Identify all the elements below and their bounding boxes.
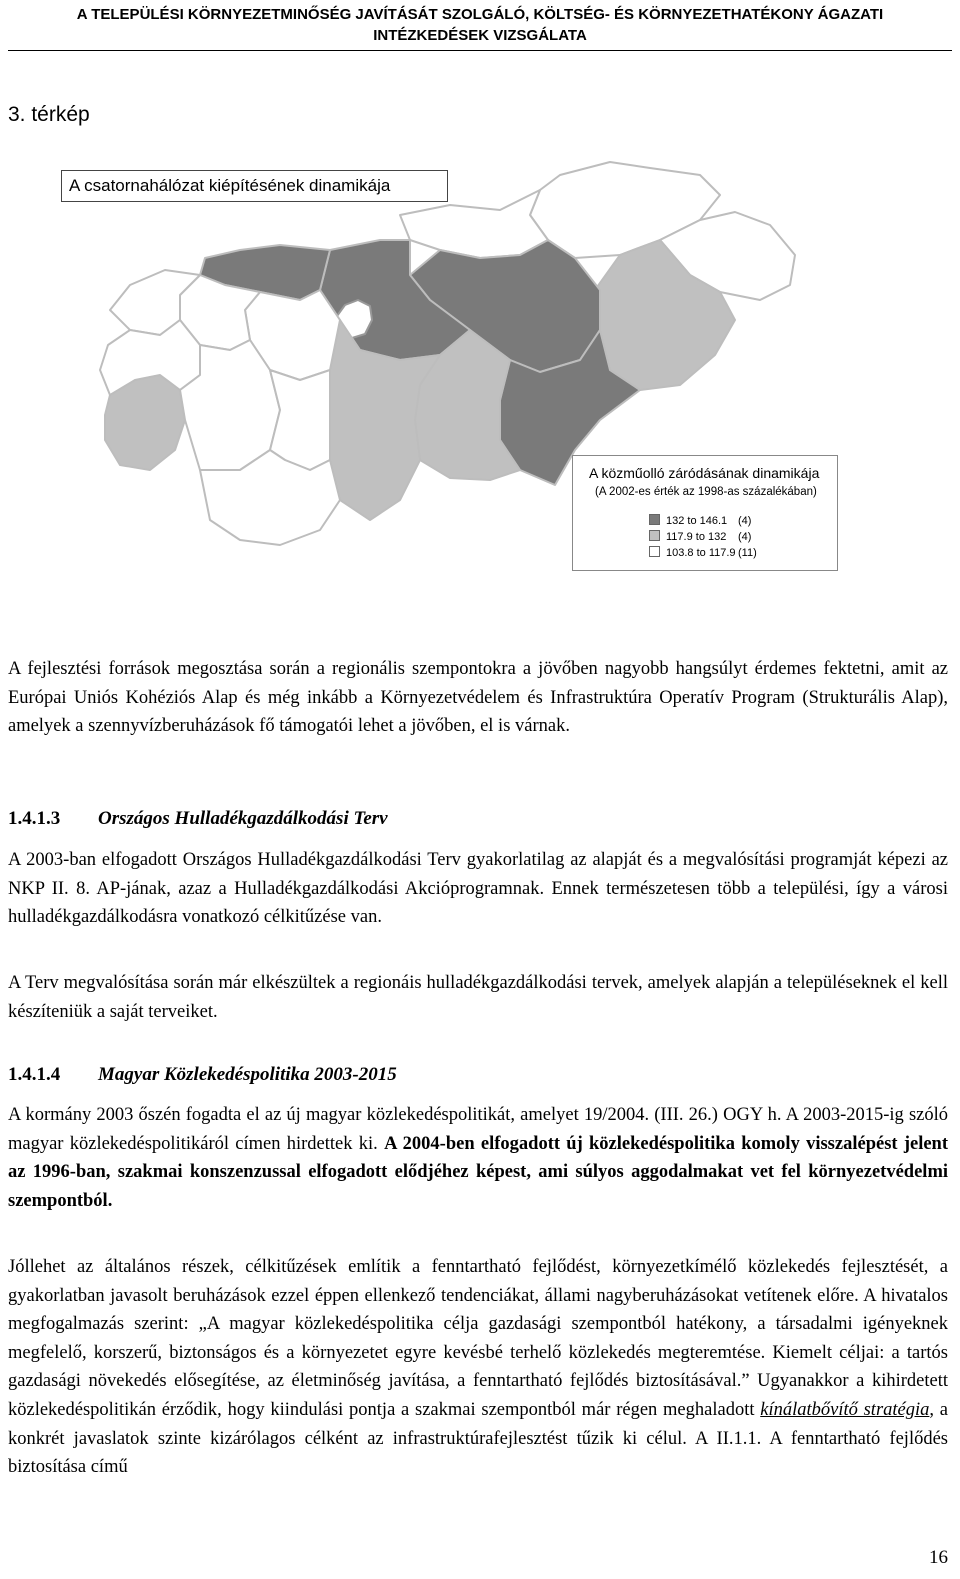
legend-title: A közműolló záródásának dinamikája — [589, 465, 820, 481]
paragraph-text-emphasis: kínálatbővítő stratégia — [760, 1399, 930, 1420]
paragraph-text — [8, 1101, 948, 1215]
header-line-1: A TELEPÜLÉSI KÖRNYEZETMINŐSÉG JAVÍTÁSÁT SZOLGÁLÓ, KÖLTSÉG- ÉS KÖRNYEZETHATÉKONY ÁGAZATI — [76, 6, 884, 23]
legend-swatch — [649, 530, 660, 541]
section-heading-waste-plan — [8, 808, 388, 830]
header-rule — [8, 50, 952, 51]
legend-swatch — [649, 546, 660, 557]
section-number: 1.4.1.4 — [8, 1064, 61, 1085]
map-label: 3. térkép — [8, 103, 90, 126]
legend-range: 117.9 to 132 — [666, 531, 727, 543]
paragraph-text — [8, 1253, 948, 1482]
document-header — [0, 4, 960, 46]
header-line-2: INTÉZKEDÉSEK VIZSGÁLATA — [373, 27, 587, 44]
legend-count: (4) — [738, 515, 752, 527]
paragraph-text: A fejlesztési források megosztása során a regionális szempontokra a jövőben nagyobb hangsúlyt érdemes fektetni, amit az Európai Uniós Kohéziós Alap és még inkább a Környezetvédelem és Infrastruktúra Operatív Program (Strukturális Alap), amelyek a szennyvízberuházások fő támogatói lehet a jövőben, el is várnak. — [8, 659, 948, 737]
map-title: A csatornahálózat kiépítésének dinamikája — [61, 170, 448, 202]
paragraph-waste-plan — [8, 846, 948, 932]
paragraph-regional-funding — [8, 655, 948, 741]
paragraph-text-regular: Jóllehet az általános részek, célkitűzések említik a fenntartható fejlődést, környezetkímélő közlekedés fejlesztését, a gyakorlatban javasolt beruházások ezzel éppen ellenkező tendenciákat, állami nagyberuházásokat vetítenek előre. A hivatalos megfogalmazás szerint: „A magyar közlekedéspolitika célja gazdasági szempontból hatékony, a társadalmi igényeknek megfelelő, korszerű, biztonságos és a környezetet egyre kevésbé terhelő közlekedés megteremtése. Kiemelt céljai: a tartós gazdasági növekedés elősegítése, az életminőség javítása, a fenntartható fejlődés biztosításával.” Ugyanakkor a kihirdetett közlekedéspolitikán érződik, hogy kiindulási pontja a szakmai szempontból már régen meghaladott — [8, 1257, 948, 1420]
legend-range: 132 to 146.1 — [666, 515, 728, 527]
legend-range: 103.8 to 117.9 — [666, 547, 736, 559]
legend-subtitle: (A 2002-es érték az 1998-as százalékában) — [595, 486, 817, 498]
paragraph-text: A Terv megvalósítása során már elkészültek a regionáis hulladékgazdálkodási tervek, amelyek alapján a településeknek el kell készíteniük a saját terveiket. — [8, 973, 948, 1022]
paragraph-transport-critique — [8, 1253, 948, 1482]
paragraph-text-regular: , a konkrét javaslatok szinte kizárólagos célként az infrastruktúrafejlesztést tűzik ki célul. A II.1.1. A fenntartható fejlődés biztosítása című — [8, 1399, 948, 1478]
section-heading-transport-policy — [8, 1064, 397, 1086]
legend-swatch — [649, 514, 660, 525]
map-legend — [572, 455, 838, 571]
section-title: Magyar Közlekedéspolitika 2003-2015 — [98, 1064, 397, 1085]
paragraph-text-regular: A kormány 2003 őszén fogadta el az új magyar közlekedéspolitikát, amelyet 19/2004. (III. 26.) OGY h. A 2003-2015-ig szóló magyar közlekedéspolitikáról címen hirdettek ki. — [8, 1105, 948, 1154]
legend-count: (11) — [738, 547, 757, 559]
page-number: 16 — [929, 1547, 948, 1568]
legend-item — [649, 514, 751, 528]
paragraph-regional-plans — [8, 969, 948, 1026]
legend-item — [649, 546, 757, 560]
paragraph-text: A 2003-ban elfogadott Országos Hulladékgazdálkodási Terv gyakorlatilag az alapját és a megvalósítási programját képezi az NKP II. 8. AP-jának, azaz a Hulladékgazdálkodási Akcióprogramnak. Ennek természetesen több a települési, így a városi hulladékgazdálkodásra vonatkozó célkitűzése van. — [8, 850, 948, 928]
section-title: Országos Hulladékgazdálkodási Terv — [98, 808, 388, 829]
section-number: 1.4.1.3 — [8, 808, 61, 829]
paragraph-transport-policy — [8, 1101, 948, 1215]
legend-count: (4) — [738, 531, 752, 543]
legend-item — [649, 530, 751, 544]
paragraph-text-bold: A 2004-ben elfogadott új közlekedéspolitika komoly visszalépést jelent az 1996-ban, szakmai konszenzussal elfogadott elődjéhez képest, ami súlyos aggodalmakat vet fel környezetvédelmi szempontból. — [8, 1133, 948, 1211]
